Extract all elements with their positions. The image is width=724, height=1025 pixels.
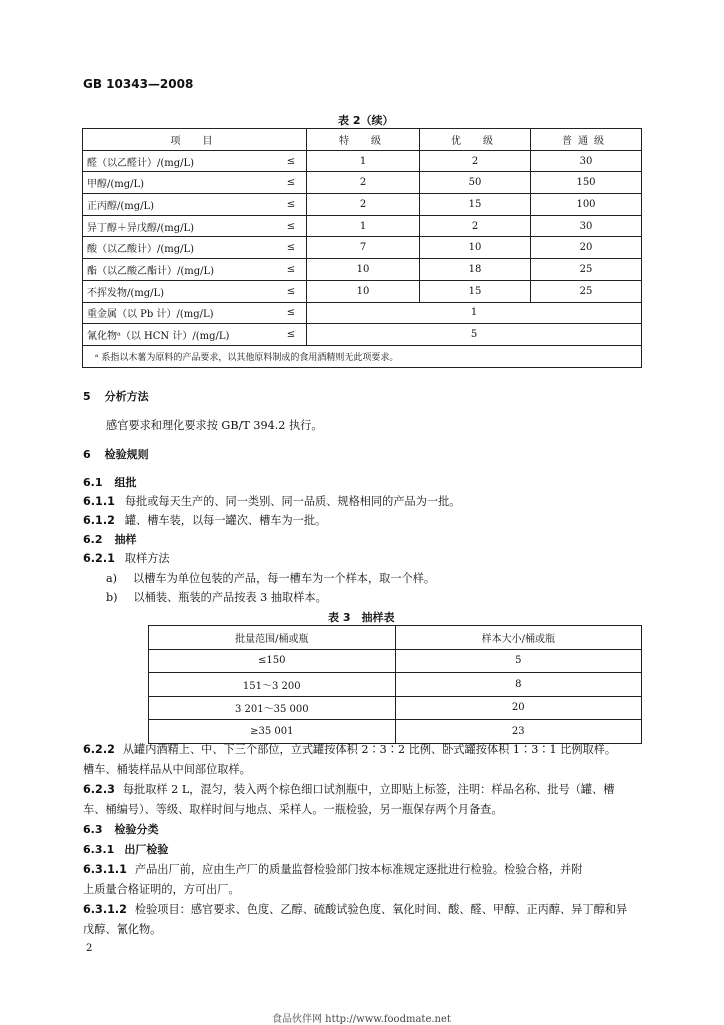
table2-cell: 1 bbox=[307, 215, 420, 237]
list-text: 以槽车为单位包装的产品，每一槽车为一个样本，取一个样。 bbox=[133, 572, 436, 585]
table2-cell: 25 bbox=[531, 280, 642, 302]
table2-cell: 100 bbox=[531, 194, 642, 216]
table2-row bbox=[83, 302, 642, 324]
table2-merged-cell: 5 bbox=[307, 324, 642, 346]
table2-item: 异丁醇＋异戊醇/(mg/L) bbox=[83, 215, 277, 237]
table2-limit-symbol: ≤ bbox=[276, 324, 307, 346]
table2-row bbox=[83, 259, 642, 281]
section-number: 6.3 bbox=[83, 823, 103, 836]
table2-limit-symbol: ≤ bbox=[276, 172, 307, 194]
table3-row bbox=[149, 649, 642, 673]
table3-cell: 23 bbox=[395, 720, 641, 744]
clause-6-3-1-1 bbox=[83, 861, 582, 877]
table2-header-special: 特 级 bbox=[307, 129, 420, 151]
clause-text: 从罐内酒精上、中、下三个部位，立式罐按体积 2∶3∶2 比例、卧式罐按体积 1∶3∶1 比例取样。 bbox=[122, 743, 617, 756]
table3-header-sample: 样本大小/桶或瓶 bbox=[395, 626, 641, 650]
clause-text: 罐、槽车装，以每一罐次、槽车为一批。 bbox=[124, 514, 327, 527]
table2-limit-symbol: ≤ bbox=[276, 259, 307, 281]
table2-limit-symbol: ≤ bbox=[276, 215, 307, 237]
table3-row bbox=[149, 696, 642, 720]
table2-cell: 50 bbox=[420, 172, 531, 194]
table2-row bbox=[83, 150, 642, 172]
table2-item: 酸（以乙酸计）/(mg/L) bbox=[83, 237, 277, 259]
clause-text: 每批或每天生产的、同一类别、同一品质、规格相同的产品为一批。 bbox=[124, 495, 461, 508]
list-marker: b) bbox=[106, 591, 118, 604]
table2-cell: 2 bbox=[420, 150, 531, 172]
table2-item: 甲醇/(mg/L) bbox=[83, 172, 277, 194]
table2-cell: 25 bbox=[531, 259, 642, 281]
table2-item: 正丙醇/(mg/L) bbox=[83, 194, 277, 216]
clause-6-1-1 bbox=[83, 493, 461, 509]
clause-6-2-3 bbox=[83, 781, 614, 797]
paragraph: 感官要求和理化要求按 GB/T 394.2 执行。 bbox=[106, 419, 323, 432]
table3-row bbox=[149, 673, 642, 697]
table3-header-row bbox=[149, 626, 642, 650]
section-number: 5 bbox=[83, 390, 91, 403]
section-number: 6.2 bbox=[83, 533, 103, 546]
clause-text: 每批取样 2 L，混匀，装入两个棕色细口试剂瓶中，立即贴上标签，注明：样品名称、批号（罐、槽 bbox=[122, 783, 615, 796]
list-item-a bbox=[106, 570, 435, 586]
clause-number: 6.2.3 bbox=[83, 783, 115, 796]
table2-merged-cell: 1 bbox=[307, 302, 642, 324]
table2-cell: 30 bbox=[531, 215, 642, 237]
standard-code: GB 10343—2008 bbox=[83, 77, 194, 91]
table3-cell: 3 201～35 000 bbox=[149, 696, 396, 720]
table2-limit-symbol: ≤ bbox=[276, 302, 307, 324]
clause-6-2-2 bbox=[83, 741, 616, 757]
table2-cell: 7 bbox=[307, 237, 420, 259]
table3-cell: 8 bbox=[395, 673, 641, 697]
clause-number: 6.2.2 bbox=[83, 743, 115, 756]
table2-row bbox=[83, 215, 642, 237]
table3-cell: ≥35 001 bbox=[149, 720, 396, 744]
table3-cell: 5 bbox=[395, 649, 641, 673]
section-title: 出厂检验 bbox=[124, 843, 169, 856]
table2-header-superior: 优 级 bbox=[420, 129, 531, 151]
table2-cell: 2 bbox=[307, 172, 420, 194]
section-title: 检验分类 bbox=[114, 823, 159, 836]
section-title: 检验规则 bbox=[104, 448, 149, 461]
table3 bbox=[148, 625, 642, 744]
clause-number: 6.1.2 bbox=[83, 514, 115, 527]
list-marker: a) bbox=[106, 572, 118, 585]
table2-item: 氰化物ᵃ（以 HCN 计）/(mg/L) bbox=[83, 324, 277, 346]
table2-cell: 15 bbox=[420, 194, 531, 216]
section-6-3-heading bbox=[83, 821, 159, 837]
table2-limit-symbol: ≤ bbox=[276, 280, 307, 302]
table3-caption: 表 3 抽样表 bbox=[328, 611, 395, 624]
table2-row bbox=[83, 237, 642, 259]
section-6-2-heading bbox=[83, 531, 137, 547]
table2-footnote-row bbox=[83, 345, 642, 367]
table2-cell: 18 bbox=[420, 259, 531, 281]
table2-header-item: 项 目 bbox=[83, 129, 307, 151]
table3-header-lot: 批量范围/桶或瓶 bbox=[149, 626, 396, 650]
table2-limit-symbol: ≤ bbox=[276, 237, 307, 259]
clause-text: 检验项目：感官要求、色度、乙醇、硫酸试验色度、氧化时间、酸、醛、甲醇、正丙醇、异丁醇和异 bbox=[134, 903, 628, 916]
clause-number: 6.3.1.2 bbox=[83, 903, 127, 916]
clause-text: 产品出厂前，应由生产厂的质量监督检验部门按本标准规定逐批进行检验。检验合格，并附 bbox=[134, 863, 583, 876]
table2-row bbox=[83, 172, 642, 194]
table2-item: 重金属（以 Pb 计）/(mg/L) bbox=[83, 302, 277, 324]
table2-row bbox=[83, 324, 642, 346]
table2-limit-symbol: ≤ bbox=[276, 150, 307, 172]
table2-cell: 30 bbox=[531, 150, 642, 172]
clause-6-3-1-2 bbox=[83, 901, 627, 917]
table2-cell: 10 bbox=[420, 237, 531, 259]
clause-6-3-1-1-continued: 上质量合格证明的，方可出厂。 bbox=[83, 883, 240, 896]
section-6-1-heading bbox=[83, 474, 137, 490]
clause-number: 6.1.1 bbox=[83, 495, 115, 508]
table2-cell: 2 bbox=[420, 215, 531, 237]
table2-cell: 2 bbox=[307, 194, 420, 216]
table3-cell: 151～3 200 bbox=[149, 673, 396, 697]
section-number: 6.1 bbox=[83, 476, 103, 489]
clause-6-2-3-continued: 车、桶编号）、等级、取样时间与地点、采样人。一瓶检验，另一瓶保存两个月备查。 bbox=[83, 803, 503, 816]
table2-cell: 1 bbox=[307, 150, 420, 172]
table3-row bbox=[149, 720, 642, 744]
section-6-heading bbox=[83, 446, 149, 462]
table3-cell: 20 bbox=[395, 696, 641, 720]
table2-cell: 15 bbox=[420, 280, 531, 302]
table2-header-ordinary: 普通级 bbox=[531, 129, 642, 151]
section-number: 6 bbox=[83, 448, 91, 461]
section-title: 抽样 bbox=[114, 533, 137, 546]
table2-row bbox=[83, 280, 642, 302]
table2-caption: 表 2（续） bbox=[338, 114, 394, 127]
table2-row bbox=[83, 194, 642, 216]
section-number: 6.3.1 bbox=[83, 843, 115, 856]
table2-header-row bbox=[83, 129, 642, 151]
table2-cell: 10 bbox=[307, 280, 420, 302]
section-5-heading bbox=[83, 388, 149, 404]
page-number: 2 bbox=[86, 943, 93, 954]
table2-footnote: ᵃ 系指以木薯为原料的产品要求，以其他原料制成的食用酒精则无此项要求。 bbox=[83, 345, 642, 367]
clause-6-2-1 bbox=[83, 550, 170, 566]
table2-cell: 10 bbox=[307, 259, 420, 281]
list-text: 以桶装、瓶装的产品按表 3 抽取样本。 bbox=[133, 591, 327, 604]
table2 bbox=[82, 128, 642, 368]
clause-6-1-2 bbox=[83, 512, 326, 528]
table3-cell: ≤150 bbox=[149, 649, 396, 673]
table2-limit-symbol: ≤ bbox=[276, 194, 307, 216]
watermark: 食品伙伴网 http://www.foodmate.net bbox=[272, 1014, 451, 1025]
section-6-3-1-heading bbox=[83, 841, 168, 857]
list-item-b bbox=[106, 589, 327, 605]
table2-item: 酯（以乙酸乙酯计）/(mg/L) bbox=[83, 259, 277, 281]
section-title: 分析方法 bbox=[104, 390, 149, 403]
clause-number: 6.2.1 bbox=[83, 552, 115, 565]
clause-number: 6.3.1.1 bbox=[83, 863, 127, 876]
clause-6-2-2-continued: 槽车、桶装样品从中间部位取样。 bbox=[83, 763, 251, 776]
table2-item: 醛（以乙醛计）/(mg/L) bbox=[83, 150, 277, 172]
clause-text: 取样方法 bbox=[124, 552, 170, 565]
table2-cell: 150 bbox=[531, 172, 642, 194]
table2-item: 不挥发物/(mg/L) bbox=[83, 280, 277, 302]
table2-cell: 20 bbox=[531, 237, 642, 259]
section-title: 组批 bbox=[114, 476, 137, 489]
clause-6-3-1-2-continued: 戊醇、氰化物。 bbox=[83, 923, 162, 936]
